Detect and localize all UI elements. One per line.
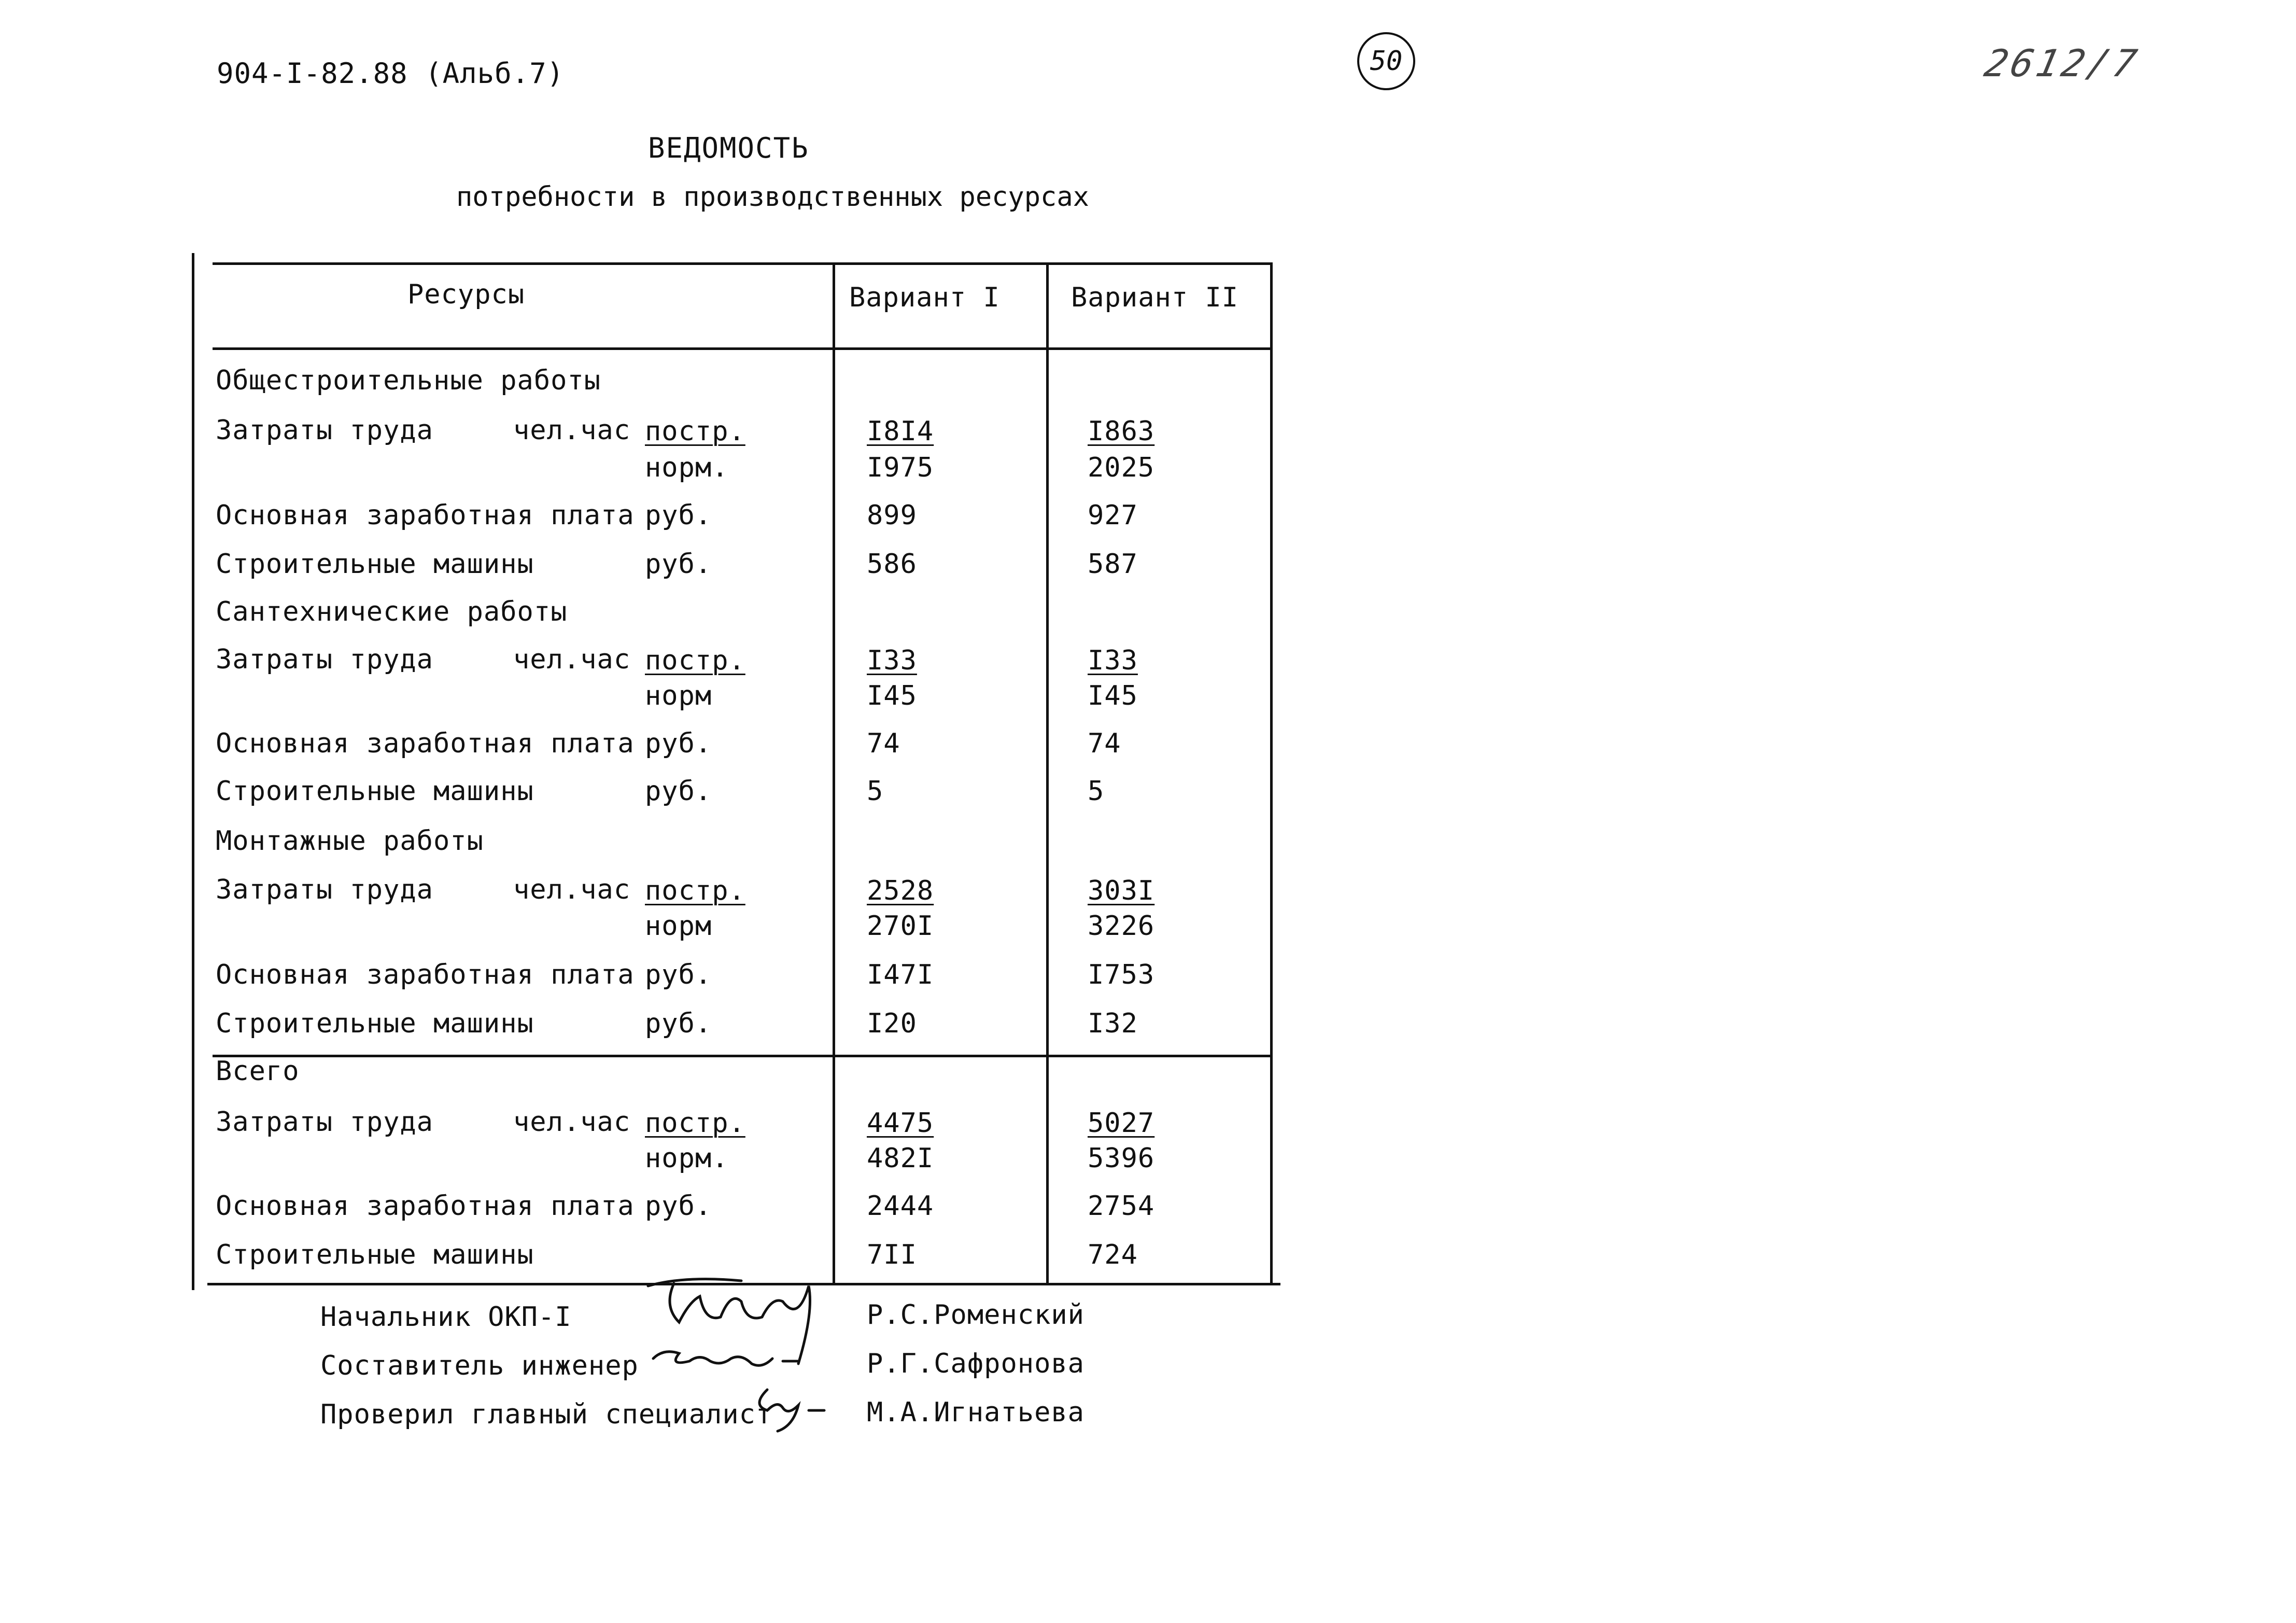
row-subunit-built: постр. <box>645 1108 745 1139</box>
value-variant-1-norm: 270I <box>867 911 934 942</box>
value-variant-1-norm: I45 <box>867 680 917 711</box>
row-subunit-norm: норм <box>645 680 712 711</box>
row-label: Затраты труда <box>216 1107 433 1138</box>
value-variant-1: 74 <box>867 728 900 759</box>
row-label: Строительные машины <box>216 549 534 580</box>
value-variant-2-built: 303I <box>1088 875 1155 906</box>
handwritten-signature <box>746 1379 850 1436</box>
row-label: Строительные машины <box>216 1008 534 1039</box>
value-variant-2: 587 <box>1088 549 1138 580</box>
row-unit: руб. <box>645 728 712 759</box>
value-variant-2: I32 <box>1088 1008 1138 1039</box>
row-unit: руб. <box>645 776 712 807</box>
group-heading: Общестроительные работы <box>216 365 601 396</box>
column-divider-2 <box>1046 262 1049 1285</box>
value-variant-2: 5 <box>1088 776 1105 807</box>
value-variant-1-built: 2528 <box>867 875 934 906</box>
row-label: Строительные машины <box>216 1239 534 1270</box>
column-header-variant-2: Вариант II <box>1071 282 1239 313</box>
document-title: ВЕДОМОСТЬ <box>648 132 809 164</box>
signatory-name: Р.Г.Сафронова <box>867 1348 1084 1379</box>
value-variant-1: 899 <box>867 500 917 531</box>
value-variant-1: I20 <box>867 1008 917 1039</box>
value-variant-1: 7II <box>867 1239 917 1270</box>
document-subtitle: потребности в производственных ресурсах <box>456 181 1089 213</box>
row-unit: чел.час <box>513 644 631 675</box>
value-variant-2-norm: 2025 <box>1088 452 1155 483</box>
row-unit: руб. <box>645 500 712 531</box>
row-subunit-norm: норм <box>645 911 712 942</box>
value-variant-1: I47I <box>867 959 934 990</box>
value-variant-2-norm: I45 <box>1088 680 1138 711</box>
row-unit: руб. <box>645 959 712 990</box>
handwritten-signature <box>643 1338 809 1379</box>
row-label: Основная заработная плата <box>216 1191 635 1222</box>
value-variant-1: 2444 <box>867 1191 934 1222</box>
value-variant-1-norm: 482I <box>867 1143 934 1174</box>
value-variant-1-built: 4475 <box>867 1108 934 1139</box>
group-heading: Монтажные работы <box>216 826 484 857</box>
row-label: Затраты труда <box>216 644 433 675</box>
row-unit: руб. <box>645 1008 712 1039</box>
group-heading: Сантехнические работы <box>216 596 568 627</box>
signatory-role: Начальник ОКП-I <box>320 1302 572 1333</box>
archive-number: 2612/7 <box>1981 41 2144 85</box>
row-unit: чел.час <box>513 874 631 905</box>
row-subunit-built: постр. <box>645 645 745 676</box>
total-section-rule <box>213 1055 1273 1057</box>
row-label: Строительные машины <box>216 776 534 807</box>
table-top-border <box>213 262 1273 265</box>
page-number-circle: 50 <box>1357 32 1415 90</box>
row-label: Основная заработная плата <box>216 728 635 759</box>
signatory-name: Р.С.Роменский <box>867 1299 1084 1331</box>
value-variant-2: 74 <box>1088 728 1121 759</box>
table-left-border <box>192 253 194 1290</box>
signatory-name: М.А.Игнатьева <box>867 1397 1084 1428</box>
document-code: 904-I-82.88 (Альб.7) <box>217 57 565 90</box>
value-variant-1: 586 <box>867 549 917 580</box>
row-label: Затраты труда <box>216 874 433 905</box>
value-variant-1-built: I8I4 <box>867 416 934 447</box>
row-unit: чел.час <box>513 1107 631 1138</box>
row-label: Основная заработная плата <box>216 959 635 990</box>
signatory-role: Составитель инженер <box>320 1350 639 1381</box>
row-subunit-norm: норм. <box>645 452 729 483</box>
value-variant-1-built: I33 <box>867 645 917 676</box>
column-divider-1 <box>833 262 835 1285</box>
table-header-rule <box>213 347 1273 350</box>
row-label: Затраты труда <box>216 415 433 446</box>
row-unit: руб. <box>645 1191 712 1222</box>
value-variant-2-built: I33 <box>1088 645 1138 676</box>
row-unit: руб. <box>645 549 712 580</box>
row-subunit-norm: норм. <box>645 1143 729 1174</box>
value-variant-1-norm: I975 <box>867 452 934 483</box>
row-subunit-built: постр. <box>645 875 745 906</box>
value-variant-2: 927 <box>1088 500 1138 531</box>
row-unit: чел.час <box>513 415 631 446</box>
total-heading: Всего <box>216 1056 300 1087</box>
signatory-role: Проверил главный специалист <box>320 1399 773 1430</box>
table-right-border <box>1270 262 1273 1285</box>
value-variant-2-norm: 3226 <box>1088 911 1155 942</box>
value-variant-2-built: 5027 <box>1088 1108 1155 1139</box>
value-variant-1: 5 <box>867 776 884 807</box>
value-variant-2: 724 <box>1088 1239 1138 1270</box>
column-header-variant-1: Вариант I <box>849 282 1000 313</box>
row-subunit-built: постр. <box>645 416 745 447</box>
value-variant-2: I753 <box>1088 959 1155 990</box>
row-label: Основная заработная плата <box>216 500 635 531</box>
column-header-resources: Ресурсы <box>407 279 525 310</box>
value-variant-2: 2754 <box>1088 1191 1155 1222</box>
value-variant-2-norm: 5396 <box>1088 1143 1155 1174</box>
value-variant-2-built: I863 <box>1088 416 1155 447</box>
